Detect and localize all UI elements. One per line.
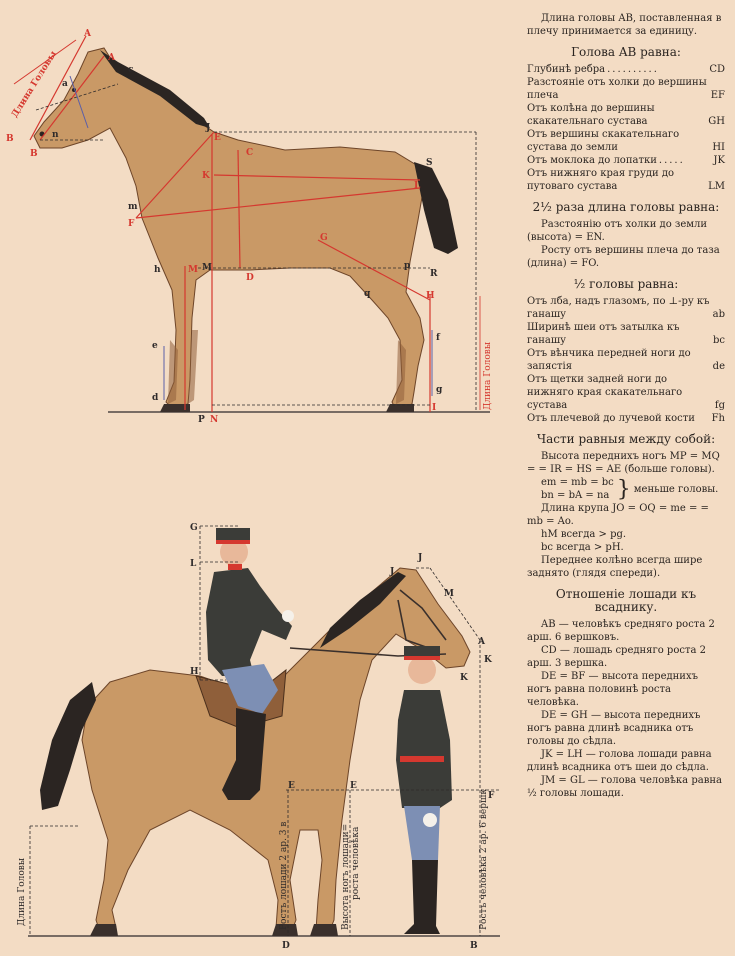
list-item: Отъ вѣнчика передней ноги до запястія de xyxy=(527,348,725,372)
rider-3: DE = BF — высота переднихъ ногъ равна половинѣ роста человѣка. xyxy=(527,671,698,708)
pt-g: g xyxy=(436,385,443,395)
pt-B: B xyxy=(30,149,38,159)
eq-2: em = mb = bc bn = bA = na } меньше головы. xyxy=(541,476,719,502)
fig2-head-length: Длина Головы xyxy=(17,857,27,926)
pt-m: m xyxy=(128,202,138,212)
list-item: Отъ нижняго края груди до путоваго сустава LM xyxy=(527,168,725,192)
pt-J: J xyxy=(206,123,211,133)
list-item: Отъ плечевой до лучевой кости Fh xyxy=(527,413,725,424)
pt-L: L xyxy=(414,181,421,191)
rider-4: DE = GH — высота переднихъ ногъ равна длинѣ всадника отъ головы до сѣдла. xyxy=(527,710,701,747)
fig1-head-length-label: Длина Головы xyxy=(10,49,60,120)
list-item: Ширинѣ шеи отъ затылка къ ганашу bc xyxy=(527,322,725,346)
pt-H: H xyxy=(426,291,435,301)
figure-1-horse xyxy=(6,29,493,425)
two-half-1: Разстоянію отъ холки до земли (высота) = EN. xyxy=(527,219,708,243)
list-item: Отъ колѣна до вершины скакательнаго сустава GH xyxy=(527,103,725,127)
pt2-K: K xyxy=(460,673,468,683)
pt-R: R xyxy=(430,269,438,279)
pt2-F: F xyxy=(488,791,495,801)
ab-list xyxy=(527,63,725,193)
pt2-M: M xyxy=(444,589,454,599)
figure-2-rider xyxy=(17,523,500,951)
pt-P: P xyxy=(198,415,205,425)
pt-N: N xyxy=(210,415,219,425)
pt-f: f xyxy=(436,333,440,343)
list-item: Отъ моклока до лопатки ..... JK xyxy=(527,155,725,166)
list-item: Отъ щетки задней ноги до нижняго края скакательнаго сустава fg xyxy=(527,374,725,411)
eq-4: hM всегда > pg. xyxy=(541,529,627,540)
pt-e: e xyxy=(152,341,158,351)
pt2-E-left: E xyxy=(288,781,295,791)
pt-n: n xyxy=(52,130,59,140)
equal-title: Части равныя между собой: xyxy=(536,432,716,446)
pt-C: C xyxy=(246,148,254,158)
list-item: Глубинѣ ребра .......... CD xyxy=(527,64,725,75)
pt-h: h xyxy=(154,265,161,275)
label-horse-height: Ростъ лошади 2 ар. 3 в xyxy=(279,821,289,930)
pt-a: a xyxy=(62,79,68,89)
pt-c: c xyxy=(128,65,134,75)
two-half-title: 2½ раза длина головы равна: xyxy=(532,200,720,214)
pt2-J: J xyxy=(418,553,423,563)
rider-5: JK = LH — голова лошади равна длинѣ всадника отъ шеи до сѣдла. xyxy=(527,749,712,773)
list-item: Отъ вершины скакательнаго сустава до земли HI xyxy=(527,129,725,153)
rider-6: JM = GL — голова человѣка равна ½ головы лошади. xyxy=(527,775,722,799)
pt2-L: L xyxy=(190,559,197,569)
label-leg-height: Высота ногъ лошади= xyxy=(341,823,351,930)
pt-B-left: B xyxy=(6,134,14,144)
eq-3: Длина крупа JO = OQ = me = = mb = Ao. xyxy=(527,503,709,527)
pt2-G: G xyxy=(190,523,198,533)
two-half-2: Росту отъ вершины плеча до таза (длина) = FO. xyxy=(527,245,720,269)
fig1-head-length-side: Длина Головы xyxy=(483,341,493,410)
eq-1: Высота переднихъ ногъ MP = MQ = = IR = HS = AE (больше головы). xyxy=(527,451,720,475)
pt-D: D xyxy=(246,273,254,283)
horse-body xyxy=(34,48,424,410)
eq-2b: bn = bA = na xyxy=(541,490,610,501)
label-leg-height-2: роста человѣка xyxy=(351,826,361,900)
pt-E: E xyxy=(214,133,221,143)
eq-2a: em = mb = bc xyxy=(541,477,614,488)
pt-F: F xyxy=(128,219,135,229)
list-item: Отъ лба, надъ глазомъ, по ⊥-ру къ ганашу ab xyxy=(527,296,725,320)
pt-K: K xyxy=(202,171,210,181)
list-item: Разстояніе отъ холки до вершины плеча EF xyxy=(527,77,725,101)
legend-text-column xyxy=(527,12,725,800)
intro-text: Длина головы AB, поставленная в плечу принимается за единицу. xyxy=(527,13,722,37)
pt-A-top: A xyxy=(84,29,91,39)
rider-title: Отношеніе лошади къ всаднику. xyxy=(555,587,697,614)
pt-p: p xyxy=(404,261,411,271)
pt-I: I xyxy=(432,403,437,413)
half-list xyxy=(527,295,725,425)
pt2-J-left: J xyxy=(390,567,395,577)
eq-2c: меньше головы. xyxy=(633,483,719,495)
eq-6: Переднее колѣно всегда шире заднято (глядя спереди). xyxy=(527,555,703,579)
pt2-K-right: K xyxy=(484,655,492,665)
pt2-B: B xyxy=(470,941,478,951)
pt2-E: E xyxy=(350,781,357,791)
rider-2: CD — лошадь средняго роста 2 арш. 3 вершка. xyxy=(527,645,706,669)
pt-S: S xyxy=(426,158,433,168)
eq-5: bc всегда > pH. xyxy=(541,542,624,553)
head-ab-title: Голова AB равна: xyxy=(571,45,681,59)
label-man-height: Ростъ человѣка 2 ар. 6 вершк xyxy=(479,788,489,930)
pt-A: A xyxy=(108,53,115,63)
pt2-A: A xyxy=(478,637,485,647)
pt2-D: D xyxy=(282,941,290,951)
half-title: ½ головы равна: xyxy=(573,277,679,291)
pt2-H: H xyxy=(190,667,199,677)
pt-M: M xyxy=(202,263,212,273)
pt-q: q xyxy=(364,289,371,299)
pt-M-red: M xyxy=(188,265,198,275)
pt-G: G xyxy=(320,233,328,243)
rider-1: AB — человѣкъ средняго роста 2 арш. 6 вершковъ. xyxy=(527,619,715,643)
pt-d: d xyxy=(152,393,159,403)
